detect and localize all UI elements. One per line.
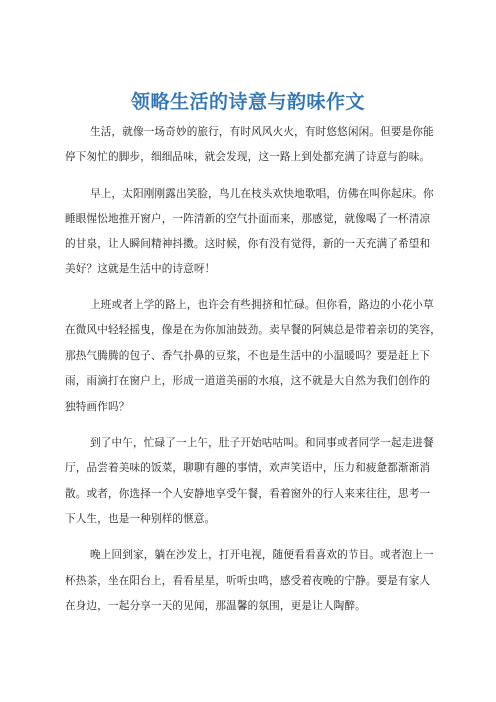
paragraph-3-line-3: 那热气腾腾的包子、香气扑鼻的豆浆，不也是生活中的小温暖吗？要是赶上下 (65, 350, 431, 362)
paragraph-4-line-3: 散。或者，你选择一个人安静地享受午餐，看着窗外的行人来来往往，思考一 (65, 488, 431, 500)
paragraph-3-line-5: 独特画作吗？ (65, 401, 130, 413)
paragraph-4-line-2: 厅，品尝着美味的饭菜，聊聊有趣的事情，欢声笑语中，压力和疲惫都渐渐消 (65, 462, 431, 474)
paragraph-4-line-1: 到了中午，忙碌了一上午，肚子开始咕咕叫。和同事或者同学一起走进餐 (90, 437, 434, 449)
paragraph-4-line-4: 下人生，也是一种别样的惬意。 (65, 513, 216, 525)
paragraph-2-line-3: 的甘泉，让人瞬间精神抖擞。这时候，你有没有觉得，新的一天充满了希望和 (65, 238, 431, 250)
paragraph-3-line-1: 上班或者上学的路上，也许会有些拥挤和忙碌。但你看，路边的小花小草 (90, 299, 434, 311)
paragraph-2-line-1: 早上，太阳刚刚露出笑脸，鸟儿在枝头欢快地歌唱，仿佛在叫你起床。你 (90, 188, 434, 200)
document-title: 领略生活的诗意与韵味作文 (130, 91, 365, 113)
paragraph-3-line-2: 在微风中轻轻摇曳，像是在为你加油鼓劲。卖早餐的阿姨总是带着亲切的笑容， (65, 324, 442, 336)
paragraph-5-line-1: 晚上回到家，躺在沙发上，打开电视，随便看看喜欢的节目。或者泡上一 (90, 549, 434, 561)
paragraph-1-line-2: 停下匆忙的脚步，细细品味，就会发现，这一路上到处都充满了诗意与韵味。 (65, 151, 431, 163)
paragraph-3-line-4: 雨，雨滴打在窗户上，形成一道道美丽的水痕，这不就是大自然为我们创作的 (65, 375, 431, 387)
paragraph-5-line-2: 杯热茶，坐在阳台上，看看星星，听听虫鸣，感受着夜晚的宁静。要是有家人 (65, 575, 431, 587)
paragraph-2-line-4: 美好？这就是生活中的诗意呀！ (65, 263, 216, 275)
paragraph-5-line-3: 在身边，一起分享一天的见闻，那温馨的氛围，更是让人陶醉。 (65, 600, 366, 612)
paragraph-2-line-2: 睡眼惺忪地推开窗户，一阵清新的空气扑面而来，那感觉，就像喝了一杯清凉 (65, 213, 431, 225)
paragraph-1-line-1: 生活，就像一场奇妙的旅行，有时风风火火，有时悠悠闲闲。但要是你能 (90, 126, 434, 138)
